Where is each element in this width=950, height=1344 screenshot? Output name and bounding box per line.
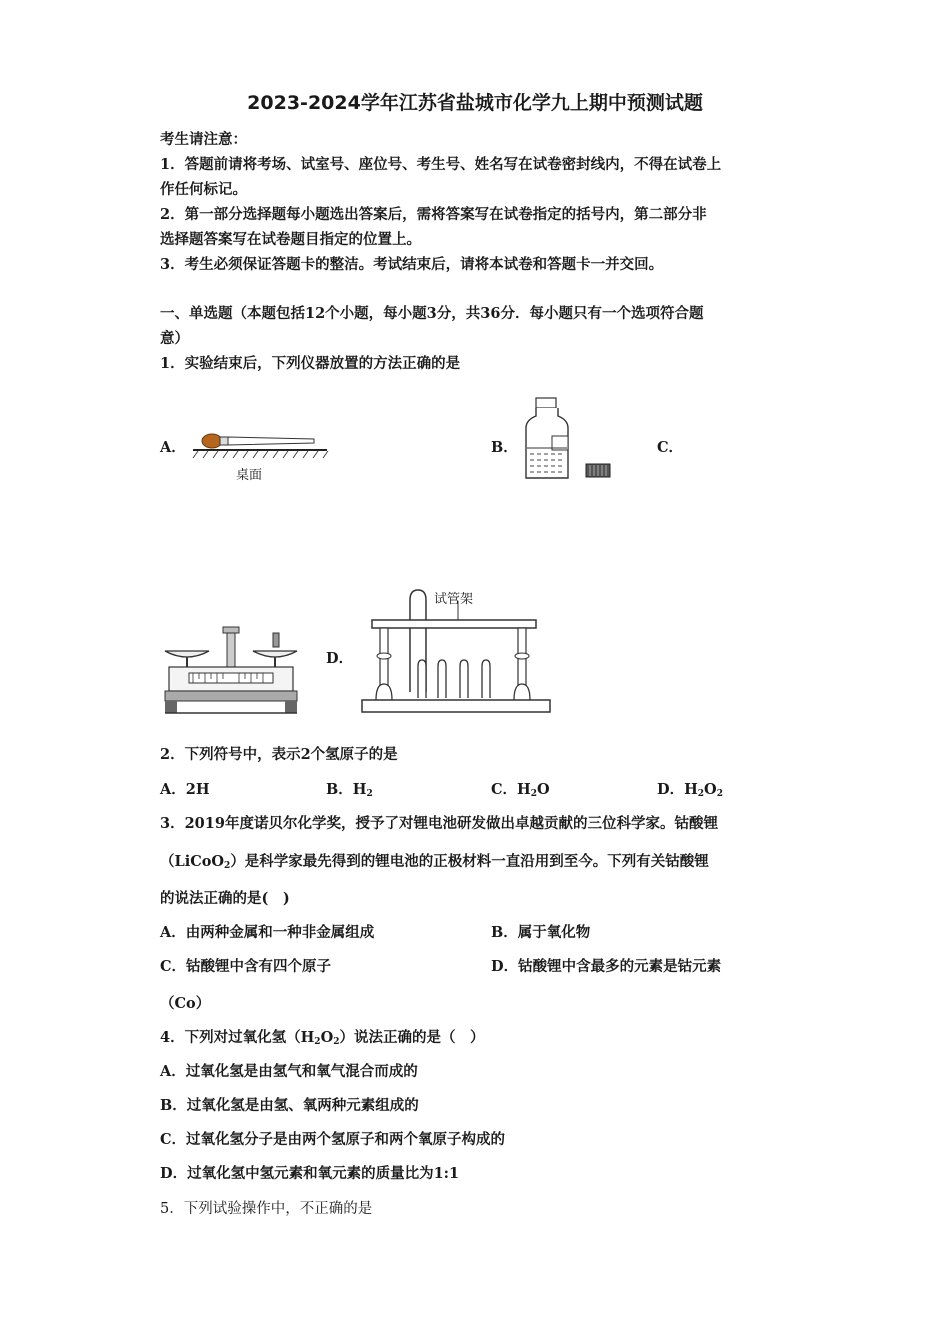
q3-option-b: B．属于氧化物	[491, 924, 591, 941]
q3-option-a: A．由两种金属和一种非金属组成	[160, 924, 375, 941]
notice-line-2b: 选择题答案写在试卷题目指定的位置上。	[160, 231, 421, 248]
q3-option-d: D．钴酸锂中含最多的元素是钴元素	[491, 958, 722, 975]
q1-option-a: A．	[160, 439, 186, 456]
q4-option-c: C．过氧化氢分子是由两个氢原子和两个氧原子构成的	[160, 1131, 506, 1148]
page-title: 2023-2024学年江苏省盐城市化学九上期中预测试题	[247, 92, 703, 114]
q4-option-a: A．过氧化氢是由氢气和氧气混合而成的	[160, 1063, 418, 1080]
notice-heading: 考生请注意：	[160, 131, 247, 148]
section-heading-a: 一、单选题（本题包括12个小题，每小题3分，共36分．每小题只有一个选项符合题	[160, 305, 704, 322]
q2-option-c: C．$H_2O$	[491, 781, 550, 799]
notice-line-2a: 2．第一部分选择题每小题选出答案后，需将答案写在试卷指定的括号内，第二部分非	[160, 206, 707, 223]
balance-figure	[163, 623, 303, 717]
section-heading-b: 意）	[160, 330, 189, 347]
q1-option-b: B．	[491, 439, 518, 456]
rack-label: 试管架	[434, 592, 474, 607]
q3-stem-line-2: （LiCoO$_2$）是科学家最先得到的锂电池的正极材料一直沿用到至今。下列有关钴酸锂	[160, 853, 709, 871]
q1-option-d: D．	[326, 650, 354, 667]
reagent-bottle-figure	[522, 396, 617, 482]
q4-stem: 4．下列对过氧化氢$(H_2O_2)$说法正确的是（ ）	[160, 1029, 485, 1047]
notice-line-1b: 作任何标记。	[160, 181, 247, 198]
notice-line-3: 3．考生必须保证答题卡的整洁。考试结束后，请将本试卷和答题卡一并交回。	[160, 256, 664, 273]
desk-label: 桌面	[236, 468, 263, 483]
q2-stem: 2．下列符号中，表示2个氢原子的是	[160, 746, 398, 763]
q1-stem: 1．实验结束后，下列仪器放置的方法正确的是	[160, 355, 461, 372]
q3-option-d-continued: （Co）	[160, 995, 211, 1012]
q3-stem-line-3: 的说法正确的是( )	[160, 890, 290, 907]
q1-option-c: C．	[657, 439, 684, 456]
q2-option-b: B．$H_2$	[326, 781, 373, 799]
q5-stem: 5．下列试验操作中，不正确的是	[160, 1201, 373, 1217]
q3-stem-line-1: 3．2019年度诺贝尔化学奖，授予了对锂电池研发做出卓越贡献的三位科学家。钴酸锂	[160, 815, 718, 832]
q4-option-b: B．过氧化氢是由氢、氧两种元素组成的	[160, 1097, 419, 1114]
q2-option-a: A．2H	[160, 781, 210, 798]
q3-option-c: C．钴酸锂中含有四个原子	[160, 958, 332, 975]
q2-option-d: D．$H_2O_2$	[657, 781, 723, 799]
q4-option-d: D．过氧化氢中氢元素和氧元素的质量比为1:1	[160, 1165, 460, 1182]
notice-line-1a: 1．答题前请将考场、试室号、座位号、考生号、姓名写在试卷密封线内，不得在试卷上	[160, 156, 722, 173]
